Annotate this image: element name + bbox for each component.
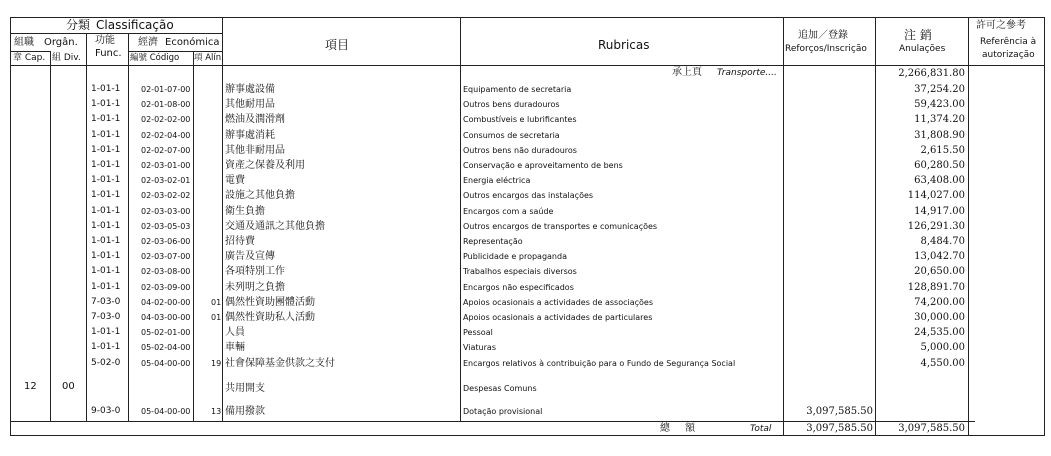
row-code: 02-03-02-02 xyxy=(141,191,191,200)
row-code: 02-01-07-00 xyxy=(141,85,191,94)
row-item-zh: 燃油及潤滑劑 xyxy=(225,114,285,125)
rule-total-top xyxy=(10,421,975,422)
row-code: 02-03-08-00 xyxy=(141,267,191,276)
header-referencia-zh: 許可之參考 xyxy=(976,20,1026,31)
row-item-pt: Trabalhos especiais diversos xyxy=(463,267,577,276)
row-code: 02-03-06-00 xyxy=(141,237,191,246)
row-item-pt: Outros bens não duradouros xyxy=(463,146,577,155)
row-item-pt: Outros encargos de transportes e comunicações xyxy=(463,222,658,231)
row-anulacoes: 24,535.00 xyxy=(914,327,965,338)
row-item-pt: Pessoal xyxy=(463,328,493,337)
row-func: 1-01-1 xyxy=(91,114,121,124)
header-div: 組 Div. xyxy=(52,53,81,63)
header-classification-zh: 分類 xyxy=(66,18,91,32)
row-item-zh: 電費 xyxy=(225,175,245,186)
row-anulacoes: 14,917.00 xyxy=(914,206,965,217)
row-anulacoes: 13,042.70 xyxy=(914,251,965,262)
header-reforcos-pt: Reforços/Inscrição xyxy=(785,44,867,54)
final-item-pt: Dotação provisional xyxy=(463,407,543,416)
row-func: 1-01-1 xyxy=(91,160,121,170)
row-item-pt: Apoios ocasionais a actividades de associações xyxy=(463,298,653,307)
row-func: 1-01-1 xyxy=(91,130,121,140)
transport-pt: Transporte.... xyxy=(717,68,777,78)
row-func: 1-01-1 xyxy=(91,99,121,109)
row-func: 5-02-0 xyxy=(91,358,121,368)
header-organ-pt: Orgân. xyxy=(44,37,78,48)
final-item-zh: 備用撥款 xyxy=(225,406,265,417)
row-anulacoes: 59,423.00 xyxy=(914,99,965,110)
rule-v-anul xyxy=(968,17,969,435)
row-func: 1-01-1 xyxy=(91,190,121,200)
header-func-pt: Func. xyxy=(95,48,122,59)
rule-v-left xyxy=(10,17,11,435)
row-anulacoes: 30,000.00 xyxy=(914,312,965,323)
row-func: 1-01-1 xyxy=(91,282,121,292)
rule-bottom xyxy=(10,435,1045,436)
row-code: 02-01-08-00 xyxy=(141,100,191,109)
row-item-zh: 人員 xyxy=(225,327,245,338)
row-item-pt: Encargos não especificados xyxy=(463,283,574,292)
total-pt: Total xyxy=(750,424,772,434)
rule-v-div xyxy=(86,33,87,421)
header-econ-pt: Económica xyxy=(165,37,220,48)
row-alin: 01 xyxy=(211,313,222,322)
row-item-zh: 未列明之負擔 xyxy=(225,282,285,293)
row-anulacoes: 8,484.70 xyxy=(920,236,965,247)
row-anulacoes: 63,408.00 xyxy=(914,175,965,186)
row-code: 05-02-04-00 xyxy=(141,343,191,352)
row-item-pt: Combustíveis e lubrificantes xyxy=(463,115,577,124)
row-anulacoes: 4,550.00 xyxy=(920,358,965,369)
final-alin: 13 xyxy=(211,407,222,416)
total-zh: 總 額 xyxy=(660,423,702,434)
rule-v-item xyxy=(460,17,461,421)
group-cap: 12 xyxy=(24,381,37,392)
final-code: 05-04-00-00 xyxy=(141,407,191,416)
header-classification-pt: Classificação xyxy=(96,18,174,32)
row-func: 1-01-1 xyxy=(91,145,121,155)
header-econ-zh: 經濟 xyxy=(138,37,158,48)
row-code: 02-03-07-00 xyxy=(141,252,191,261)
row-item-zh: 辦事處設備 xyxy=(225,84,275,95)
row-item-zh: 廣告及宣傳 xyxy=(225,251,275,262)
transport-zh: 承上頁 xyxy=(672,67,702,78)
rule-header-2b xyxy=(128,51,222,52)
row-code: 02-02-02-00 xyxy=(141,115,191,124)
row-item-zh: 衛生負擔 xyxy=(225,206,265,217)
rule-v-cap xyxy=(50,51,51,421)
row-func: 1-01-1 xyxy=(91,206,121,216)
total-anulacoes: 3,097,585.50 xyxy=(898,423,965,434)
row-code: 05-02-01-00 xyxy=(141,328,191,337)
row-item-pt: Publicidade e propaganda xyxy=(463,252,567,261)
row-func: 1-01-1 xyxy=(91,327,121,337)
rule-v-right xyxy=(1044,17,1045,435)
rule-v-code xyxy=(193,51,194,421)
row-item-pt: Apoios ocasionais a actividades de particulares xyxy=(463,313,653,322)
header-codigo: 編號 Código xyxy=(130,53,180,63)
row-item-zh: 招待費 xyxy=(225,236,255,247)
row-anulacoes: 5,000.00 xyxy=(920,342,965,353)
row-item-pt: Encargos relativos à contribuição para o Fundo de Segurança Social xyxy=(463,359,736,368)
row-item-zh: 交通及通訊之其他負擔 xyxy=(225,221,325,232)
row-anulacoes: 37,254.20 xyxy=(914,84,965,95)
header-func-zh: 功能 xyxy=(95,35,115,46)
row-item-zh: 其他耐用品 xyxy=(225,99,275,110)
row-code: 02-02-07-00 xyxy=(141,146,191,155)
row-item-zh: 偶然性資助私人活動 xyxy=(225,312,315,323)
rule-v-rubricas xyxy=(783,17,784,435)
row-alin: 01 xyxy=(211,298,222,307)
row-func: 1-01-1 xyxy=(91,236,121,246)
row-code: 02-03-03-00 xyxy=(141,207,191,216)
row-anulacoes: 31,808.90 xyxy=(914,130,965,141)
row-func: 1-01-1 xyxy=(91,175,121,185)
row-func: 7-03-0 xyxy=(91,297,121,307)
row-item-pt: Outros encargos das instalações xyxy=(463,191,594,200)
transport-value: 2,266,831.80 xyxy=(898,68,965,79)
row-item-pt: Representação xyxy=(463,237,523,246)
row-code: 02-03-02-01 xyxy=(141,176,191,185)
row-alin: 19 xyxy=(211,359,222,368)
row-item-pt: Consumos de secretaria xyxy=(463,131,560,140)
row-anulacoes: 126,291.30 xyxy=(907,221,965,232)
row-item-zh: 其他非耐用品 xyxy=(225,145,285,156)
row-code: 04-02-00-00 xyxy=(141,298,191,307)
group-item-pt: Despesas Comuns xyxy=(463,384,537,393)
row-item-pt: Outros bens duradouros xyxy=(463,100,560,109)
total-reforcos: 3,097,585.50 xyxy=(806,423,873,434)
row-func: 1-01-1 xyxy=(91,266,121,276)
row-func: 7-03-0 xyxy=(91,312,121,322)
row-code: 04-03-00-00 xyxy=(141,313,191,322)
row-item-pt: Encargos com a saúde xyxy=(463,207,554,216)
row-item-pt: Viaturas xyxy=(463,343,496,352)
row-item-zh: 社會保障基金供款之支付 xyxy=(225,358,335,369)
rule-v-alin xyxy=(222,17,223,421)
row-item-pt: Energia eléctrica xyxy=(463,176,531,185)
row-anulacoes: 20,650.00 xyxy=(914,266,965,277)
row-code: 02-03-05-03 xyxy=(141,222,191,231)
header-organ-zh: 組職 xyxy=(14,37,34,48)
header-cap: 章 Cap. xyxy=(13,53,46,63)
rule-v-func xyxy=(128,33,129,421)
row-anulacoes: 128,891.70 xyxy=(907,282,965,293)
group-div: 00 xyxy=(62,381,75,392)
row-code: 02-03-09-00 xyxy=(141,283,191,292)
row-item-pt: Conservação e aproveitamento de bens xyxy=(463,161,623,170)
row-anulacoes: 74,200.00 xyxy=(914,297,965,308)
row-item-zh: 設施之其他負擔 xyxy=(225,190,295,201)
row-item-zh: 各項特別工作 xyxy=(225,266,285,277)
row-code: 02-03-01-00 xyxy=(141,161,191,170)
group-item-zh: 共用開支 xyxy=(225,383,265,394)
row-anulacoes: 114,027.00 xyxy=(907,190,965,201)
row-func: 1-01-1 xyxy=(91,342,121,352)
row-item-zh: 資產之保養及利用 xyxy=(225,160,305,171)
row-func: 1-01-1 xyxy=(91,251,121,261)
row-item-zh: 車輛 xyxy=(225,342,245,353)
row-func: 1-01-1 xyxy=(91,221,121,231)
rule-header-bottom xyxy=(10,65,1045,66)
final-func: 9-03-0 xyxy=(91,406,121,416)
rule-header-1 xyxy=(10,33,222,34)
rule-header-2 xyxy=(10,51,50,52)
rule-v-reforcos xyxy=(875,17,876,435)
final-reforcos: 3,097,585.50 xyxy=(806,406,873,417)
row-item-pt: Equipamento de secretaria xyxy=(463,85,572,94)
row-code: 02-02-04-00 xyxy=(141,131,191,140)
header-anulacoes-zh: 注 銷 xyxy=(904,28,932,42)
row-item-zh: 辦事處消耗 xyxy=(225,130,275,141)
row-code: 05-04-00-00 xyxy=(141,359,191,368)
header-referencia-pt1: Referência à xyxy=(980,37,1037,47)
header-item-zh: 項目 xyxy=(325,38,350,52)
row-anulacoes: 11,374.20 xyxy=(914,114,965,125)
header-referencia-pt2: autorização xyxy=(982,50,1035,60)
header-alin: 項 Alín. xyxy=(194,53,224,63)
header-rubricas: Rubricas xyxy=(598,38,650,52)
row-func: 1-01-1 xyxy=(91,84,121,94)
row-anulacoes: 2,615.50 xyxy=(920,145,965,156)
row-anulacoes: 60,280.50 xyxy=(914,160,965,171)
header-reforcos-zh: 追加／登錄 xyxy=(798,30,848,41)
row-item-zh: 偶然性資助團體活動 xyxy=(225,297,315,308)
header-anulacoes-pt: Anulações xyxy=(899,44,946,54)
